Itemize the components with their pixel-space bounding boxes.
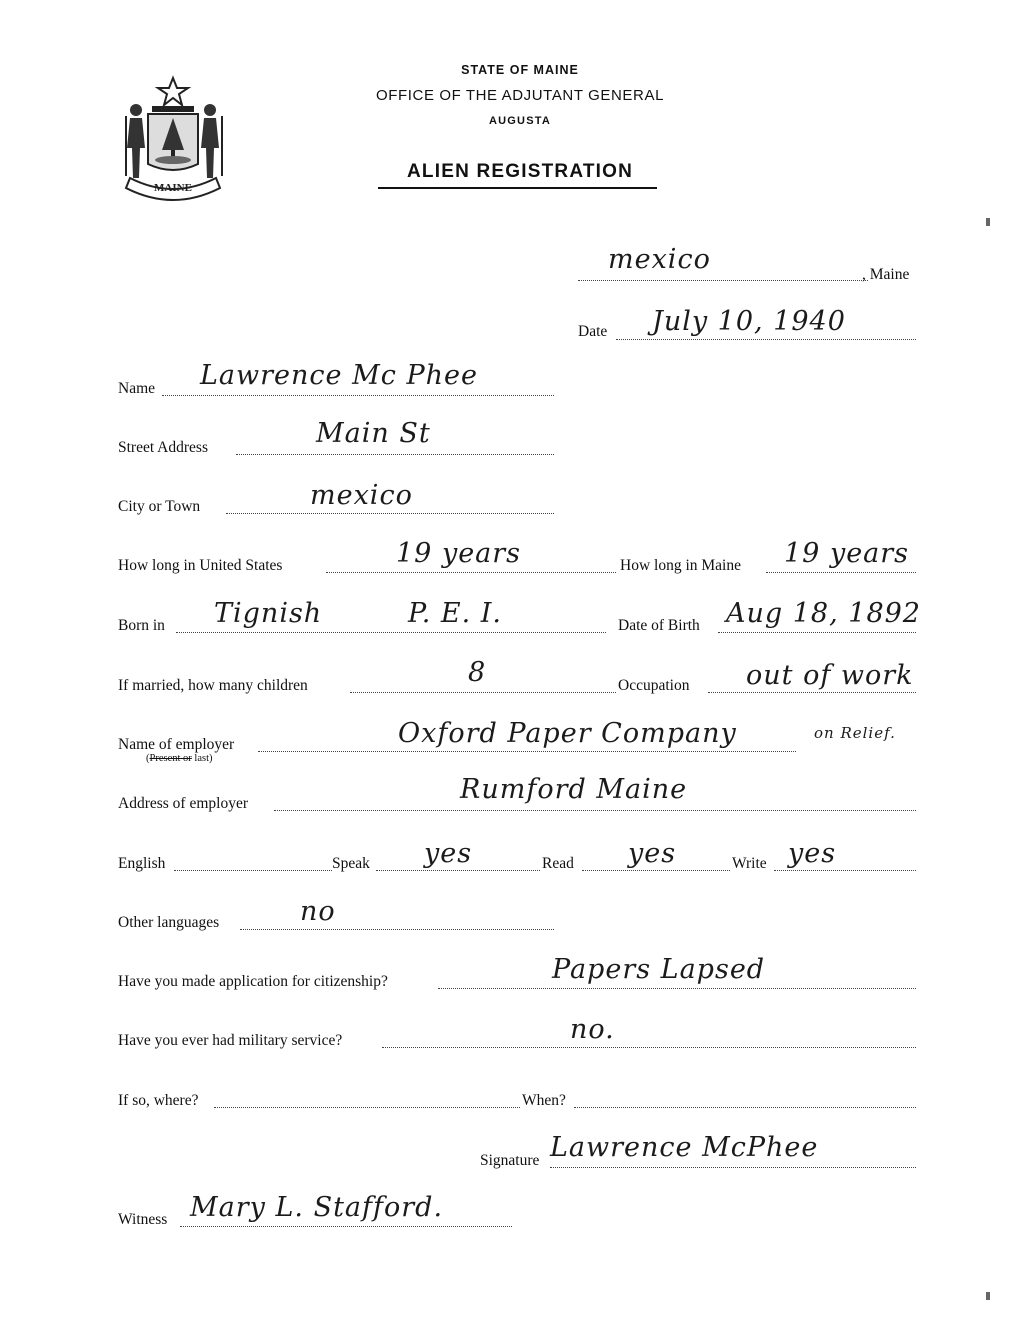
occupation-line (708, 692, 916, 693)
city-value: mexico (310, 480, 413, 511)
citizenship-label: Have you made application for citizenship? (118, 973, 388, 990)
city-label: City or Town (118, 498, 201, 515)
other-languages-label: Other languages (118, 914, 220, 931)
other-languages-value: no (300, 896, 336, 927)
employer-address-value: Rumford Maine (460, 774, 688, 805)
witness-value: Mary L. Stafford. (190, 1192, 444, 1223)
name-value: Lawrence Mc Phee (200, 360, 478, 391)
when-line (574, 1107, 916, 1108)
when-label: When? (522, 1092, 566, 1109)
signature-value: Lawrence McPhee (550, 1132, 819, 1163)
children-label: If married, how many children (118, 677, 308, 694)
form-title: ALIEN REGISTRATION (406, 161, 634, 182)
how-long-maine-value: 19 years (784, 538, 910, 569)
employer-address-line (274, 810, 916, 811)
born-in-province-value: P. E. I. (408, 598, 502, 629)
read-line (582, 870, 730, 871)
maine-suffix-label: , Maine (862, 266, 910, 283)
citizenship-value: Papers Lapsed (552, 954, 766, 985)
how-long-us-value: 19 years (396, 538, 522, 569)
military-value: no. (570, 1014, 615, 1045)
born-in-place-value: Tignish (214, 598, 323, 629)
employer-sub-last: last) (191, 753, 213, 764)
town-line (578, 280, 868, 281)
speak-line (376, 870, 540, 871)
born-in-label: Born in (118, 617, 165, 634)
name-label: Name (118, 380, 156, 397)
read-value: yes (628, 838, 677, 869)
how-long-us-label: How long in United States (118, 557, 283, 574)
date-of-birth-value: Aug 18, 1892 (726, 598, 921, 629)
witness-line (180, 1226, 512, 1227)
date-value: July 10, 1940 (652, 306, 846, 337)
occupation-value: out of work (746, 660, 914, 691)
signature-line (550, 1167, 916, 1168)
occupation-label: Occupation (618, 677, 690, 694)
scan-speck (986, 1292, 990, 1300)
street-address-label: Street Address (118, 439, 208, 456)
employer-note-value: on Relief. (814, 724, 896, 742)
children-line (350, 692, 616, 693)
scan-speck (986, 218, 990, 226)
employer-address-label: Address of employer (118, 795, 248, 812)
employer-name-value: Oxford Paper Company (398, 718, 737, 749)
citizenship-line (438, 988, 916, 989)
name-line (162, 395, 554, 396)
write-value: yes (788, 838, 837, 869)
title-underline (378, 187, 657, 189)
write-line (774, 870, 916, 871)
date-label: Date (578, 323, 608, 340)
how-long-maine-label: How long in Maine (620, 557, 741, 574)
born-in-line (176, 632, 606, 633)
city-line (226, 513, 554, 514)
speak-value: yes (424, 838, 473, 869)
signature-label: Signature (480, 1152, 540, 1169)
employer-name-line (258, 751, 796, 752)
how-long-maine-line (766, 572, 916, 573)
military-label: Have you ever had military service? (118, 1032, 343, 1049)
english-label: English (118, 855, 166, 872)
town-value: mexico (608, 244, 711, 275)
street-address-value: Main St (316, 418, 431, 449)
employer-sub-open: ( (146, 753, 150, 764)
how-long-us-line (326, 572, 616, 573)
read-label: Read (542, 855, 574, 872)
speak-label: Speak (332, 855, 370, 872)
seal-banner-text: MAINE (154, 182, 192, 194)
employer-sub-present: Present or (149, 753, 192, 764)
english-line (174, 870, 332, 871)
street-address-line (236, 454, 554, 455)
date-of-birth-line (718, 632, 916, 633)
employer-sub-label (146, 753, 213, 764)
write-label: Write (732, 855, 767, 872)
if-so-where-line (214, 1107, 520, 1108)
military-line (382, 1047, 916, 1048)
children-value: 8 (468, 657, 487, 688)
if-so-where-label: If so, where? (118, 1092, 199, 1109)
header-office: OFFICE OF THE ADJUTANT GENERAL (375, 87, 665, 104)
other-languages-line (240, 929, 554, 930)
header-city: AUGUSTA (489, 115, 551, 127)
date-line (616, 339, 916, 340)
employer-name-label: Name of employer (118, 736, 235, 753)
witness-label: Witness (118, 1211, 168, 1228)
date-of-birth-label: Date of Birth (618, 617, 700, 634)
header-state: STATE OF MAINE (461, 63, 579, 77)
